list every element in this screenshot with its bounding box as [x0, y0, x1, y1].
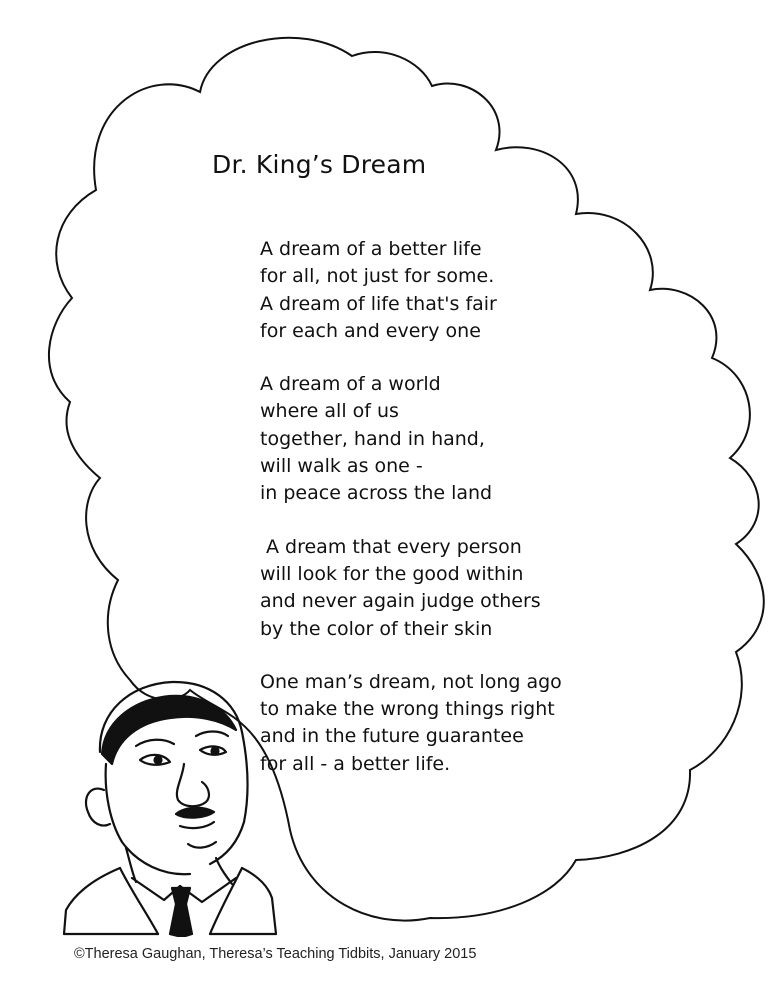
right-lapel: [210, 868, 242, 934]
poem-line: by the color of their skin: [260, 617, 493, 640]
jaw: [188, 842, 216, 848]
right-eyebrow: [196, 732, 228, 737]
tie-body: [170, 904, 192, 937]
left-lapel: [120, 868, 158, 934]
neck-right: [216, 858, 232, 884]
poem-line: for all - a better life.: [260, 752, 451, 775]
poem-stanza-2: [260, 371, 600, 507]
poem-line: together, hand in hand,: [260, 427, 485, 450]
poem-body: [260, 236, 600, 804]
poem-line: A dream of life that's fair: [260, 292, 497, 315]
poem-stanza-3: [260, 534, 600, 643]
right-shoulder: [210, 868, 276, 934]
left-pupil: [155, 757, 162, 764]
poem-stanza-1: [260, 236, 600, 345]
tie-knot: [172, 888, 190, 904]
poem-line: One man’s dream, not long ago: [260, 670, 562, 693]
copyright-footer: ©Theresa Gaughan, Theresa’s Teaching Tidbits, January 2015: [74, 946, 477, 962]
poem-line: A dream of a better life: [260, 238, 482, 260]
face-left: [106, 764, 190, 874]
right-pupil: [212, 748, 219, 755]
poem-line: in peace across the land: [260, 482, 493, 505]
mouth: [180, 822, 214, 828]
poem-line: for each and every one: [260, 319, 481, 342]
left-eyebrow: [136, 740, 174, 746]
portrait-illustration-icon: [60, 672, 290, 937]
poem-title: Dr. King’s Dream: [212, 150, 427, 179]
poem-line: will look for the good within: [260, 562, 524, 585]
poem-line: and never again judge others: [260, 590, 541, 613]
poem-line: where all of us: [260, 400, 399, 423]
poem-line: for all, not just for some.: [260, 265, 495, 288]
poem-line: A dream of a world: [260, 373, 441, 396]
poem-line: A dream that every person: [266, 535, 522, 558]
poem-line: to make the wrong things right: [260, 698, 555, 721]
left-shoulder: [64, 868, 158, 934]
nose: [177, 764, 209, 806]
poem-line: will walk as one -: [260, 455, 423, 478]
poem-line: and in the future guarantee: [260, 725, 524, 748]
poem-stanza-4: [260, 669, 600, 778]
mustache: [176, 808, 214, 818]
